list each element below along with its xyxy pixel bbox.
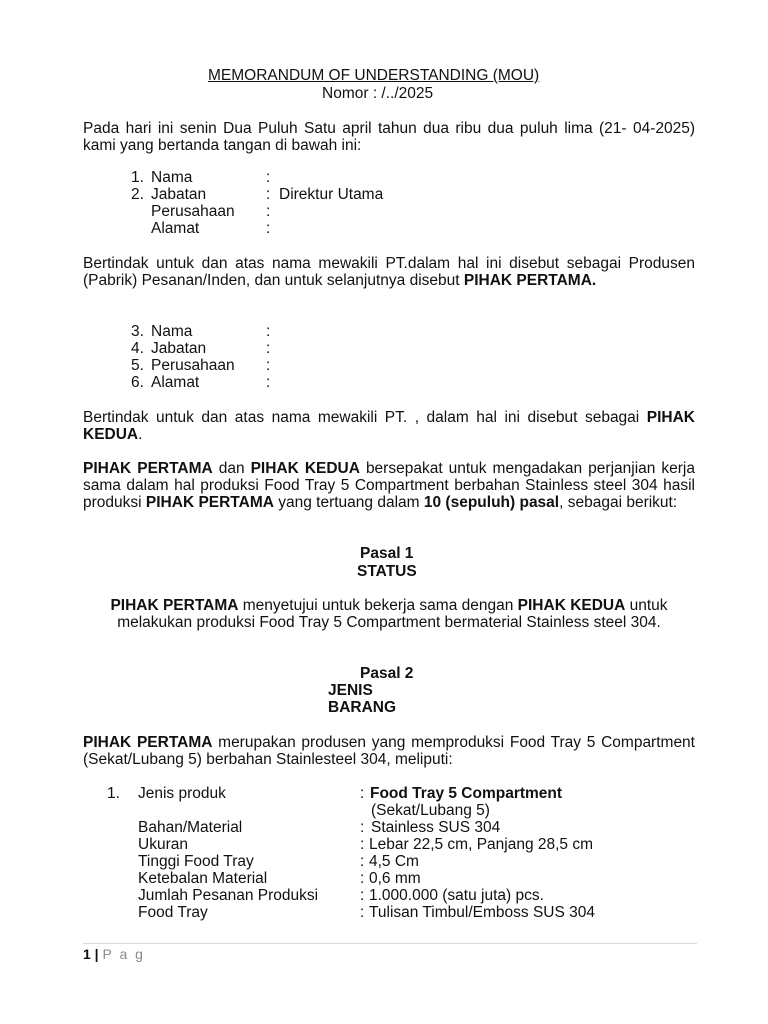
party2-num-5: 5. (131, 357, 144, 374)
party1-colon-position: : (266, 186, 271, 203)
article-2-text: merupakan produsen yang memproduksi Food Tray 5 Compartment (Sekat/Lubang 5) berbahan Stainlesteel 304, meliputi: (83, 734, 695, 768)
agreement-text-3: yang tertuang dalam (273, 494, 424, 511)
agreement-text-4: , sebagai berikut: (559, 494, 678, 511)
spec-label: Jenis produk (138, 785, 226, 802)
page-footer (83, 946, 145, 962)
spec-value: Lebar 22,5 cm, Panjang 28,5 cm (369, 836, 594, 853)
spec-label: Bahan/Material (138, 819, 243, 836)
party1-value-position: Direktur Utama (279, 186, 384, 203)
spec-value: Stainless SUS 304 (371, 819, 501, 836)
party-two-description-text: Bertindak untuk dan atas nama mewakili PT. , dalam hal ini disebut sebagai (83, 409, 640, 426)
spec-value: 1.000.000 (satu juta) pcs. (369, 887, 544, 904)
party-one-description (83, 255, 695, 289)
party1-num-2: 2. (131, 186, 144, 203)
spec-colon: : (360, 853, 365, 870)
article-1-title: Pasal 1 (360, 545, 414, 562)
party-one-description-text: Bertindak untuk dan atas nama mewakili PT.dalam hal ini disebut sebagai Produsen (Pabrik) Pesanan/Inden, dan untuk selanjutnya disebut (83, 255, 695, 289)
party1-label-address: Alamat (151, 220, 200, 237)
footer-divider (83, 943, 697, 944)
spec-colon: : (360, 887, 365, 904)
spec-value: Tulisan Timbul/Emboss SUS 304 (369, 904, 595, 921)
article-1-text-1: menyetujui untuk bekerja sama dengan (238, 597, 518, 614)
party2-label-name: Nama (151, 323, 193, 340)
spec-value: Food Tray 5 Compartment (370, 785, 563, 802)
agreement-article-count: 10 (sepuluh) pasal (423, 494, 560, 511)
agreement-party-one: PIHAK PERTAMA (83, 460, 213, 477)
spec-colon: : (360, 870, 365, 887)
spec-label: Jumlah Pesanan Produksi (138, 887, 319, 904)
party1-label-name: Nama (151, 169, 193, 186)
agreement-text-1: dan (212, 460, 251, 477)
spec-label: Ketebalan Material (138, 870, 268, 887)
article-1-text-2: untuk melakukan produksi Food Tray 5 Compartment bermaterial Stainless steel 304. (117, 597, 668, 631)
article-1-party-two: PIHAK KEDUA (517, 597, 626, 614)
page-separator: | (90, 946, 103, 962)
party1-label-position: Jabatan (151, 186, 207, 203)
document-number: Nomor : /../2025 (322, 85, 434, 102)
party1-label-company: Perusahaan (151, 203, 235, 220)
party1-colon-name: : (266, 169, 271, 186)
spec-label: Ukuran (138, 836, 188, 853)
article-1-subtitle: STATUS (357, 563, 417, 580)
party2-colon-address: : (266, 374, 271, 391)
party2-colon-position: : (266, 340, 271, 357)
spec-value: 4,5 Cm (369, 853, 419, 870)
article-2-title: Pasal 2 (360, 665, 414, 682)
party2-label-address: Alamat (151, 374, 200, 391)
spec-colon: : (360, 785, 365, 802)
party-two-period: . (138, 426, 143, 443)
spec-label: Tinggi Food Tray (138, 853, 254, 870)
agreement-party-one-2: PIHAK PERTAMA (145, 494, 274, 511)
party2-label-company: Perusahaan (151, 357, 235, 374)
spec-colon: : (360, 836, 365, 853)
spec-colon: : (360, 819, 365, 836)
party-one-designation: PIHAK PERTAMA. (463, 272, 597, 289)
article-2-subtitle-1: JENIS (328, 682, 373, 699)
party2-label-position: Jabatan (151, 340, 207, 357)
article-2-party-one: PIHAK PERTAMA (83, 734, 213, 751)
party2-num-4: 4. (131, 340, 144, 357)
page-number: 1 (83, 946, 91, 962)
agreement-text-2: bersepakat untuk mengadakan perjanjian kerja sama dalam hal produksi Food Tray 5 Compartment berbahan Stainless steel 304 hasil produksi (83, 460, 695, 511)
article-2-subtitle-2: BARANG (328, 699, 397, 716)
party1-colon-company: : (266, 203, 271, 220)
party-two-description (83, 409, 695, 443)
party1-num-1: 1. (131, 169, 144, 186)
party1-colon-address: : (266, 220, 271, 237)
page-label: P a g (102, 946, 145, 962)
agreement-paragraph (83, 460, 695, 511)
document-title: MEMORANDUM OF UNDERSTANDING (MOU) (208, 67, 540, 84)
party2-colon-company: : (266, 357, 271, 374)
party2-num-6: 6. (131, 374, 144, 391)
article-1-party-one: PIHAK PERTAMA (110, 597, 239, 614)
agreement-party-two: PIHAK KEDUA (250, 460, 360, 477)
party2-num-3: 3. (131, 323, 144, 340)
spec-value: (Sekat/Lubang 5) (371, 802, 490, 819)
article-2-body (83, 734, 695, 768)
party2-colon-name: : (266, 323, 271, 340)
spec-colon: : (360, 904, 365, 921)
spec-item-number: 1. (107, 785, 120, 802)
article-1-body (83, 597, 695, 631)
party-two-designation: PIHAK KEDUA (83, 409, 695, 443)
spec-label: Food Tray (138, 904, 208, 921)
spec-value: 0,6 mm (369, 870, 421, 887)
intro-paragraph: Pada hari ini senin Dua Puluh Satu april tahun dua ribu dua puluh lima (21- 04-2025) kami yang bertanda tangan di bawah ini: (83, 120, 695, 154)
